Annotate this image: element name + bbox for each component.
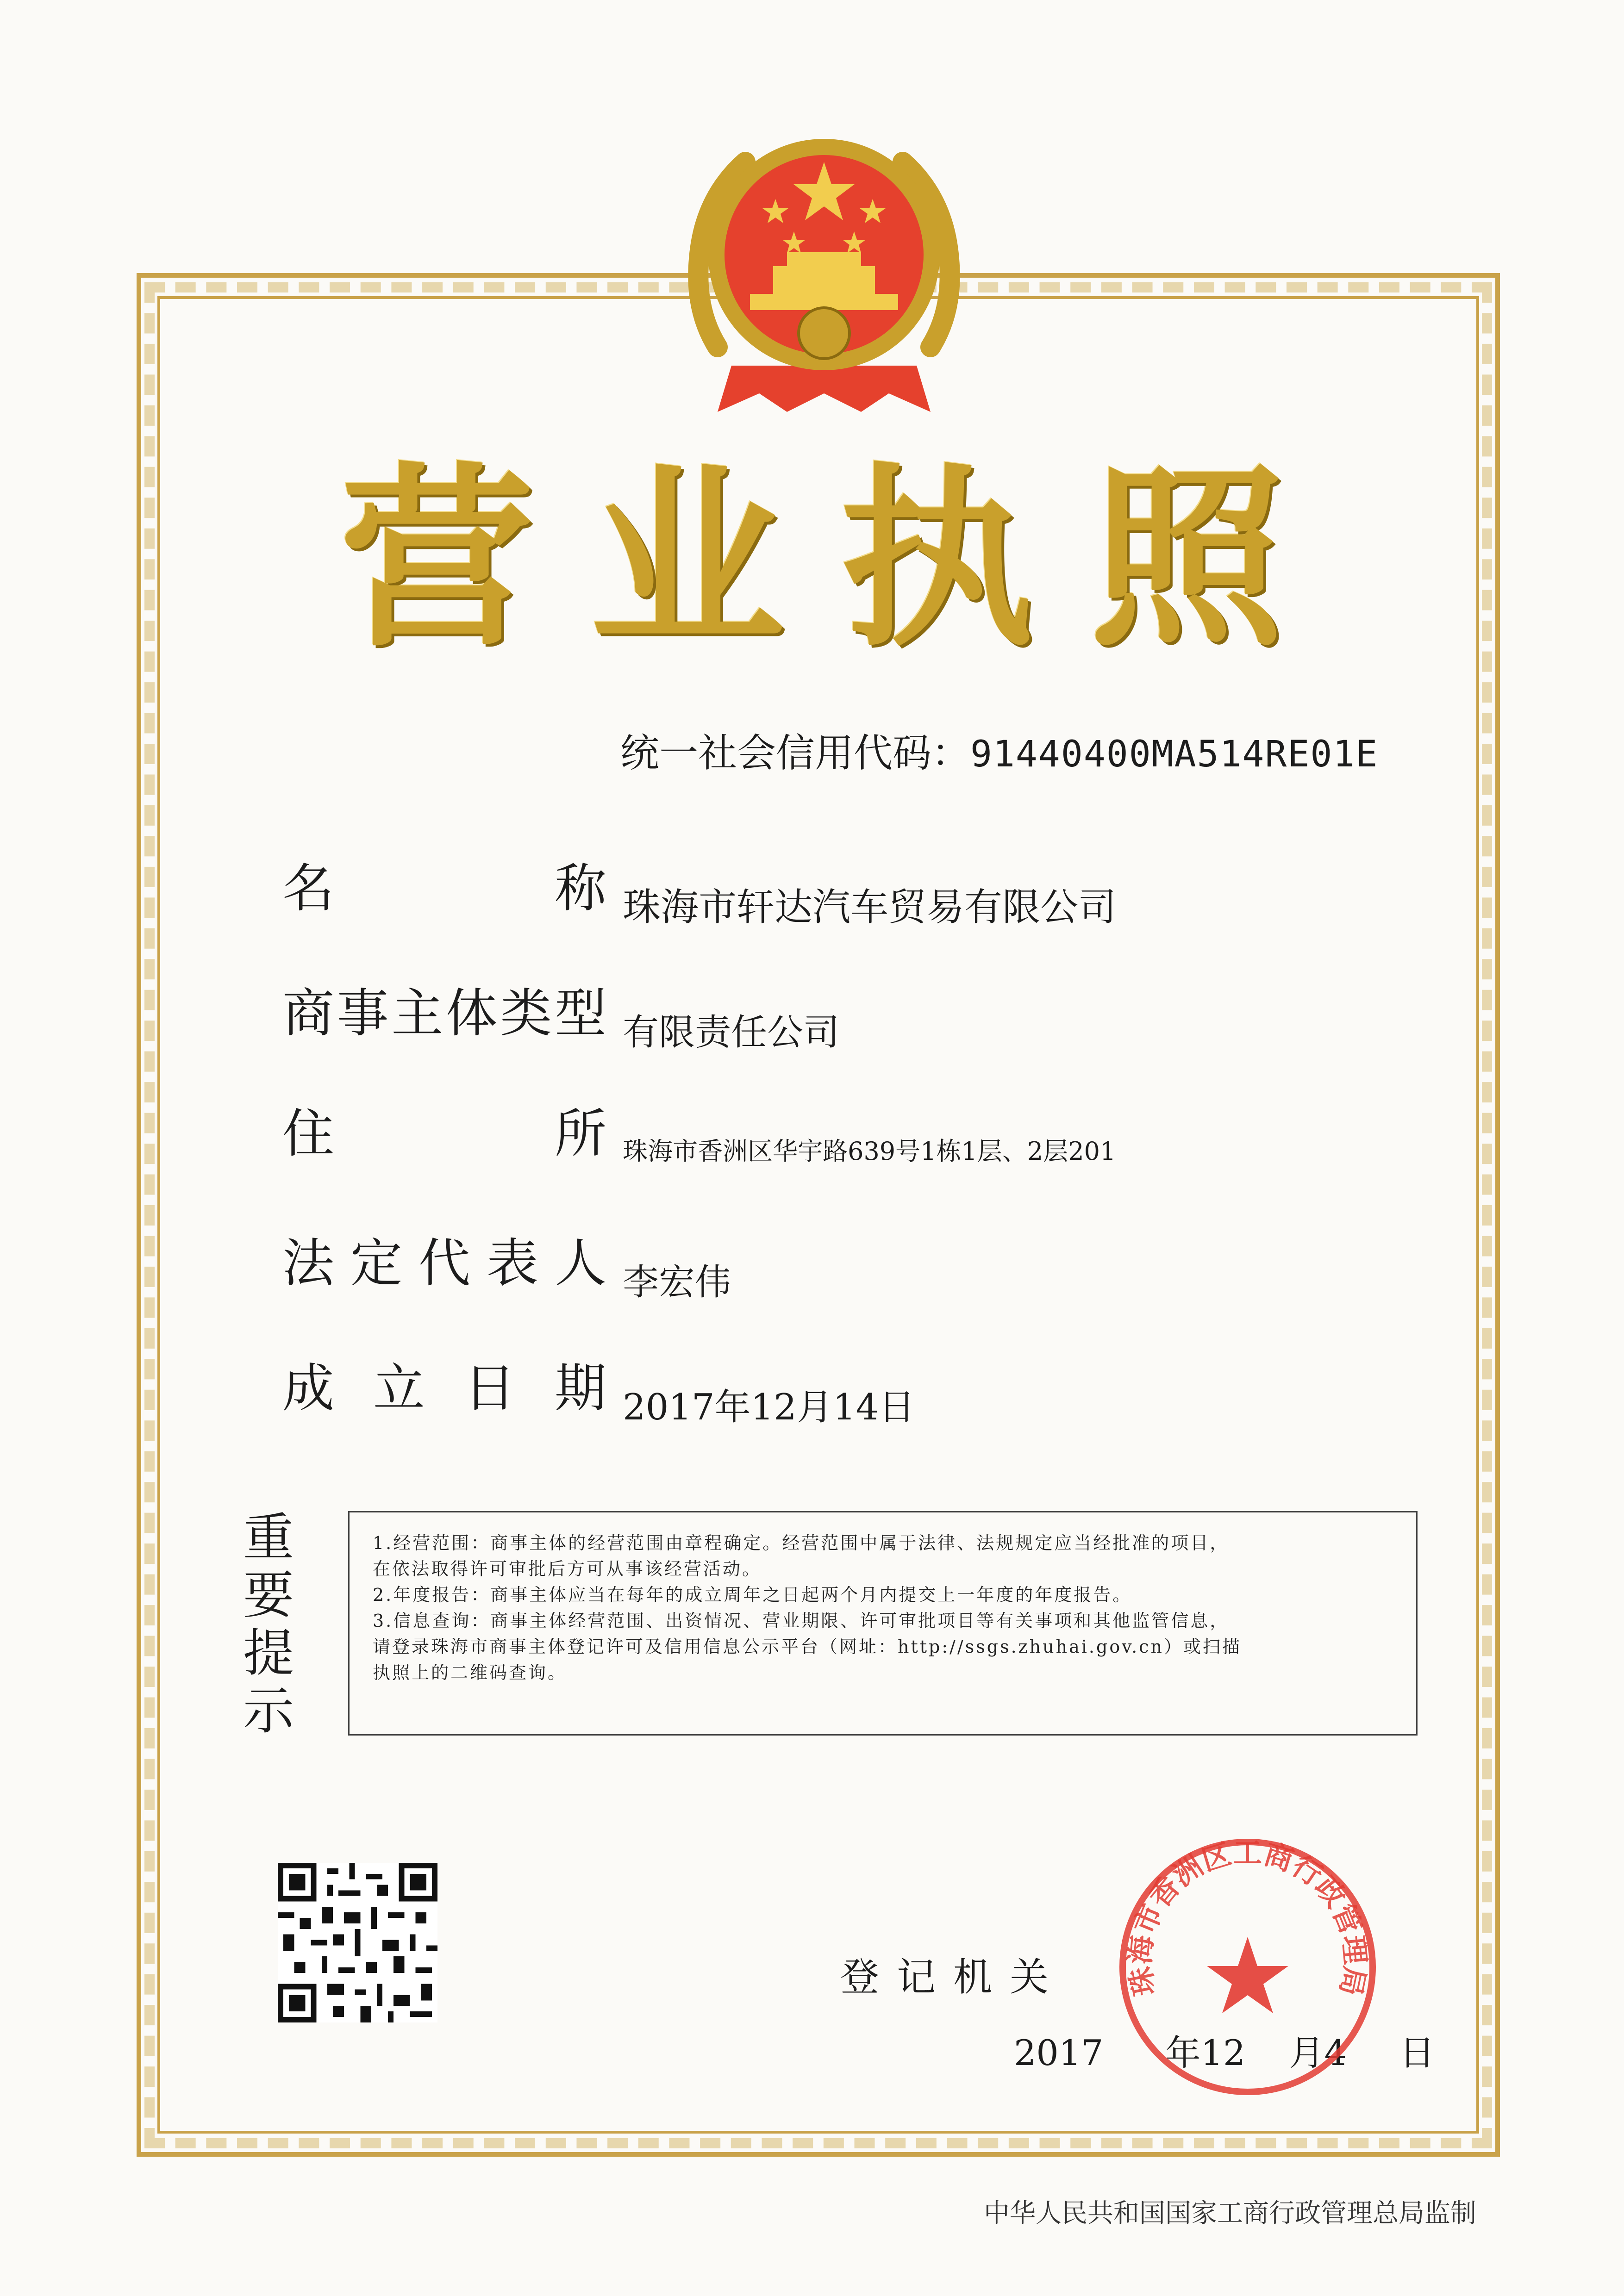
field-address-label: 住 所 bbox=[282, 1104, 606, 1164]
field-address bbox=[282, 1092, 1116, 1167]
credit-code-value: 91440400MA514RE01E bbox=[970, 734, 1379, 775]
credit-code bbox=[620, 722, 1378, 778]
field-established-label: 成立日期 bbox=[282, 1358, 606, 1419]
issue-year: 2017 bbox=[1014, 2032, 1104, 2073]
field-legal-rep-label: 法定代表人 bbox=[282, 1233, 606, 1294]
notice-box bbox=[348, 1511, 1418, 1736]
national-emblem-icon bbox=[667, 106, 981, 421]
issue-year-unit: 年 bbox=[1165, 2032, 1201, 2073]
issue-day: 4 bbox=[1324, 2032, 1347, 2073]
notice-line: 3.信息查询：商事主体经营范围、出资情况、营业期限、许可审批项目等有关事项和其他监管信息， bbox=[373, 1611, 1230, 1631]
registration-authority: 登记机关 bbox=[840, 1954, 1067, 2000]
field-legal-rep bbox=[282, 1222, 731, 1305]
footer-supervision: 中华人民共和国国家工商行政管理总局监制 bbox=[984, 2198, 1476, 2228]
seal-text: 珠海市香洲区工商行政管理局 bbox=[1123, 1836, 1373, 1999]
certificate-title: 营业执照 bbox=[340, 447, 1340, 673]
field-name-value: 珠海市轩达汽车贸易有限公司 bbox=[623, 885, 1117, 929]
notice-line: 请登录珠海市商事主体登记许可及信用信息公示平台（网址：http://ssgs.zhuhai.gov.cn）或扫描 bbox=[373, 1636, 1242, 1657]
issue-day-unit: 日 bbox=[1399, 2032, 1435, 2073]
field-name bbox=[282, 847, 1116, 931]
issue-month: 12 bbox=[1200, 2032, 1246, 2073]
field-established-value: 2017年12月14日 bbox=[623, 1386, 915, 1428]
issue-month-unit: 月 bbox=[1289, 2032, 1324, 2073]
notice-line: 1.经营范围：商事主体的经营范围由章程确定。经营范围中属于法律、法规规定应当经批准的项目， bbox=[373, 1533, 1230, 1553]
field-entity-type-value: 有限责任公司 bbox=[623, 1011, 840, 1053]
field-entity-type-label: 商事主体类型 bbox=[282, 983, 606, 1044]
notice-line: 在依法取得许可审批后方可从事该经营活动。 bbox=[373, 1559, 762, 1579]
official-seal-icon bbox=[1109, 1828, 1387, 2106]
qr-code-icon[interactable] bbox=[278, 1863, 437, 2022]
credit-code-label: 统一社会信用代码： bbox=[620, 730, 971, 776]
notice-line: 执照上的二维码查询。 bbox=[373, 1662, 568, 1683]
field-address-value: 珠海市香洲区华宇路639号1栋1层、2层201 bbox=[623, 1137, 1116, 1166]
field-entity-type bbox=[282, 972, 839, 1055]
field-legal-rep-value: 李宏伟 bbox=[623, 1261, 731, 1303]
field-established bbox=[282, 1347, 915, 1430]
notice-line: 2.年度报告：商事主体应当在每年的成立周年之日起两个月内提交上一年度的年度报告。 bbox=[373, 1585, 1132, 1605]
notice-title: 重要提示 bbox=[243, 1508, 294, 1741]
field-name-label: 名 称 bbox=[282, 859, 606, 919]
